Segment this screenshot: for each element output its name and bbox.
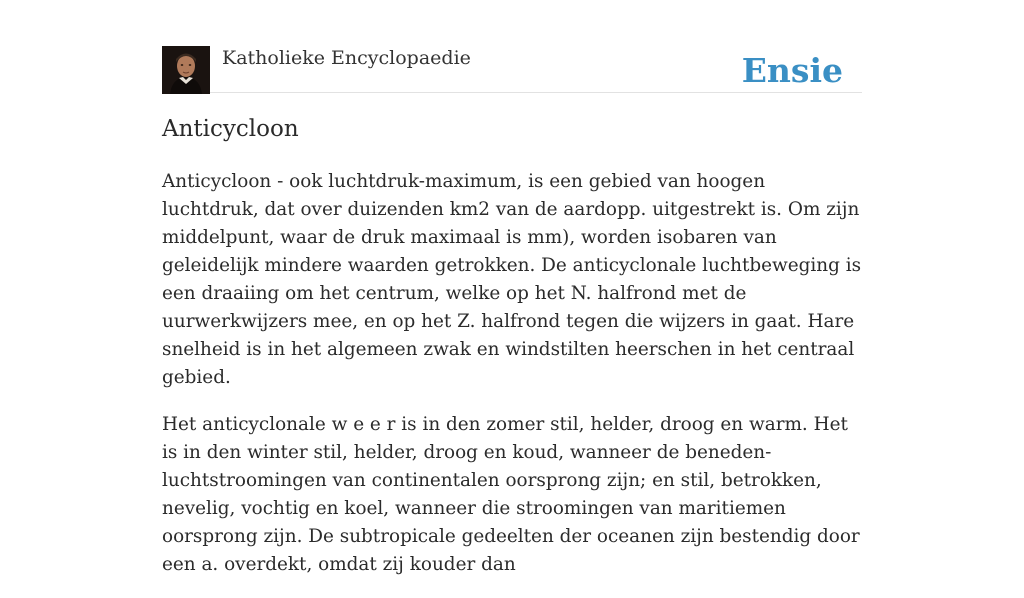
avatar[interactable] — [162, 46, 210, 94]
source-title[interactable]: Katholieke Encyclopaedie — [222, 47, 471, 69]
site-header — [162, 46, 862, 93]
paragraph: Anticycloon - ook luchtdruk-maximum, is een gebied van hoogen luchtdruk, dat over duizenden km2 van de aardopp. uitgestrekt is. Om zijn middelpunt, waar de druk maximaal is mm), worden isobaren van geleidelijk mindere waarden getrokken. De anticyclonale luchtbeweging is een draaiing om het centrum, welke op het N. halfrond met de uurwerkwijzers mee, en op het Z. halfrond tegen die wijzers in gaat. Hare snelheid is in het algemeen zwak en windstilten heerschen in het centraal gebied. — [162, 171, 862, 388]
paragraph: Het anticyclonale w e e r is in den zomer stil, helder, droog en warm. Het is in den winter stil, helder, droog en koud, wanneer de beneden-luchtstroomingen van continentalen oorsprong zijn; en stil, betrokken, nevelig, vochtig en koel, wanneer die stroomingen van maritiemen oorsprong zijn. De subtropicale gedeelten der oceanen zijn bestendig door een a. overdekt, omdat zij kouder dan — [162, 414, 860, 575]
article-body — [162, 168, 862, 598]
portrait-icon — [162, 46, 210, 94]
brand-logo[interactable]: Ensie — [741, 51, 843, 90]
article-title: Anticycloon — [162, 116, 299, 142]
